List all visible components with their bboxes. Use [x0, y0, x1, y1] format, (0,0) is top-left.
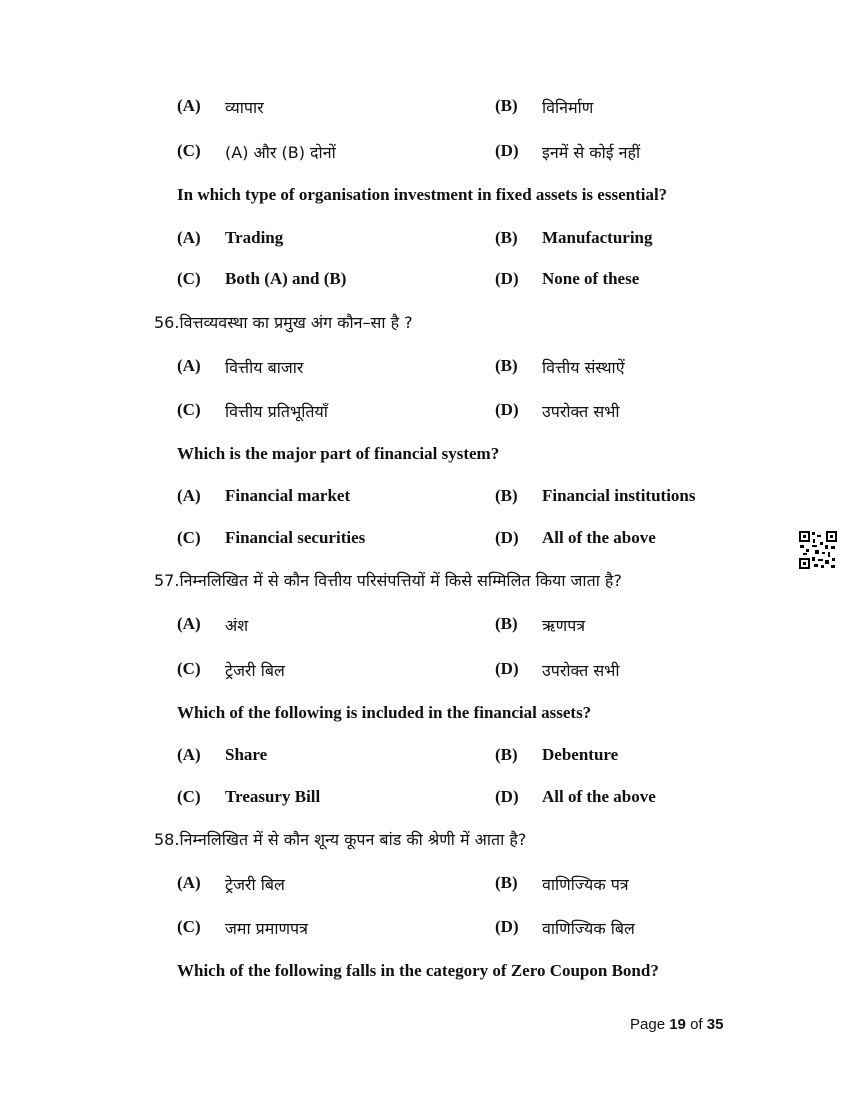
option-label: (B): [495, 356, 518, 375]
option-text: Trading: [225, 228, 284, 247]
option-label: (A): [177, 873, 201, 892]
option-text: Financial market: [225, 486, 351, 505]
option-text: Financial institutions: [542, 486, 696, 505]
option-text: वित्तीय संस्थाऐं: [542, 358, 625, 377]
qr-code-icon: [798, 530, 838, 570]
page-current: 19: [669, 1016, 686, 1033]
option-label: (D): [495, 269, 519, 288]
question-text-en: In which type of organisation investment in fixed assets is essential?: [177, 185, 668, 204]
option-label: (A): [177, 228, 201, 247]
option-text: वित्तीय बाजार: [225, 358, 304, 377]
option-text: व्यापार: [225, 98, 264, 117]
option-label: (A): [177, 96, 201, 115]
option-text: जमा प्रमाणपत्र: [225, 919, 308, 938]
option-label: (C): [177, 400, 201, 419]
option-text: उपरोक्त सभी: [542, 402, 620, 421]
question-text-hi: 58.निम्नलिखित में से कौन शून्य कूपन बांड की श्रेणी में आता है?: [154, 830, 527, 849]
option-text: All of the above: [542, 528, 656, 547]
option-label: (A): [177, 356, 201, 375]
question-text-hi: 56.वित्तव्यवस्था का प्रमुख अंग कौन–सा है ?: [154, 313, 413, 332]
option-text: वित्तीय प्रतिभूतियाँ: [225, 402, 328, 421]
option-label: (D): [495, 659, 519, 678]
question-text-en: Which of the following falls in the category of Zero Coupon Bond?: [177, 961, 659, 980]
option-label: (A): [177, 614, 201, 633]
option-text: Debenture: [542, 745, 619, 764]
option-label: (B): [495, 614, 518, 633]
option-label: (C): [177, 269, 201, 288]
option-text: ट्रेजरी बिल: [225, 661, 285, 680]
option-text: उपरोक्त सभी: [542, 661, 620, 680]
option-label: (C): [177, 528, 201, 547]
option-label: (C): [177, 141, 201, 160]
page-sep: of: [690, 1016, 703, 1033]
option-text: None of these: [542, 269, 640, 288]
option-label: (C): [177, 787, 201, 806]
option-label: (D): [495, 787, 519, 806]
option-label: (A): [177, 745, 201, 764]
option-label: (B): [495, 486, 518, 505]
page-prefix: Page: [630, 1016, 666, 1033]
question-text-en: Which of the following is included in the financial assets?: [177, 703, 592, 722]
option-text: Both (A) and (B): [225, 269, 347, 288]
option-label: (D): [495, 917, 519, 936]
option-label: (B): [495, 228, 518, 247]
option-text: Treasury Bill: [225, 787, 321, 806]
option-text: अंश: [225, 616, 249, 635]
option-label: (C): [177, 659, 201, 678]
option-text: Financial securities: [225, 528, 366, 547]
option-label: (B): [495, 745, 518, 764]
option-text: विनिर्माण: [542, 98, 594, 117]
question-text-en: Which is the major part of financial system?: [177, 444, 500, 463]
option-label: (B): [495, 873, 518, 892]
option-text: (A) और (B) दोनों: [225, 143, 336, 162]
option-text: ट्रेजरी बिल: [225, 875, 285, 894]
option-text: Manufacturing: [542, 228, 653, 247]
option-text: इनमें से कोई नहीं: [542, 143, 641, 162]
option-label: (D): [495, 141, 519, 160]
option-label: (B): [495, 96, 518, 115]
page-total: 35: [706, 1016, 724, 1033]
option-text: All of the above: [542, 787, 656, 806]
option-text: वाणिज्यिक बिल: [542, 919, 635, 938]
option-text: ऋणपत्र: [542, 616, 586, 635]
option-text: वाणिज्यिक पत्र: [542, 875, 629, 894]
option-text: Share: [225, 745, 268, 764]
page-counter: [630, 1016, 723, 1033]
question-text-hi: 57.निम्नलिखित में से कौन वित्तीय परिसंपत्तियों में किसे सम्मिलित किया जाता है?: [154, 571, 622, 590]
option-label: (A): [177, 486, 201, 505]
option-label: (C): [177, 917, 201, 936]
option-label: (D): [495, 528, 519, 547]
option-label: (D): [495, 400, 519, 419]
